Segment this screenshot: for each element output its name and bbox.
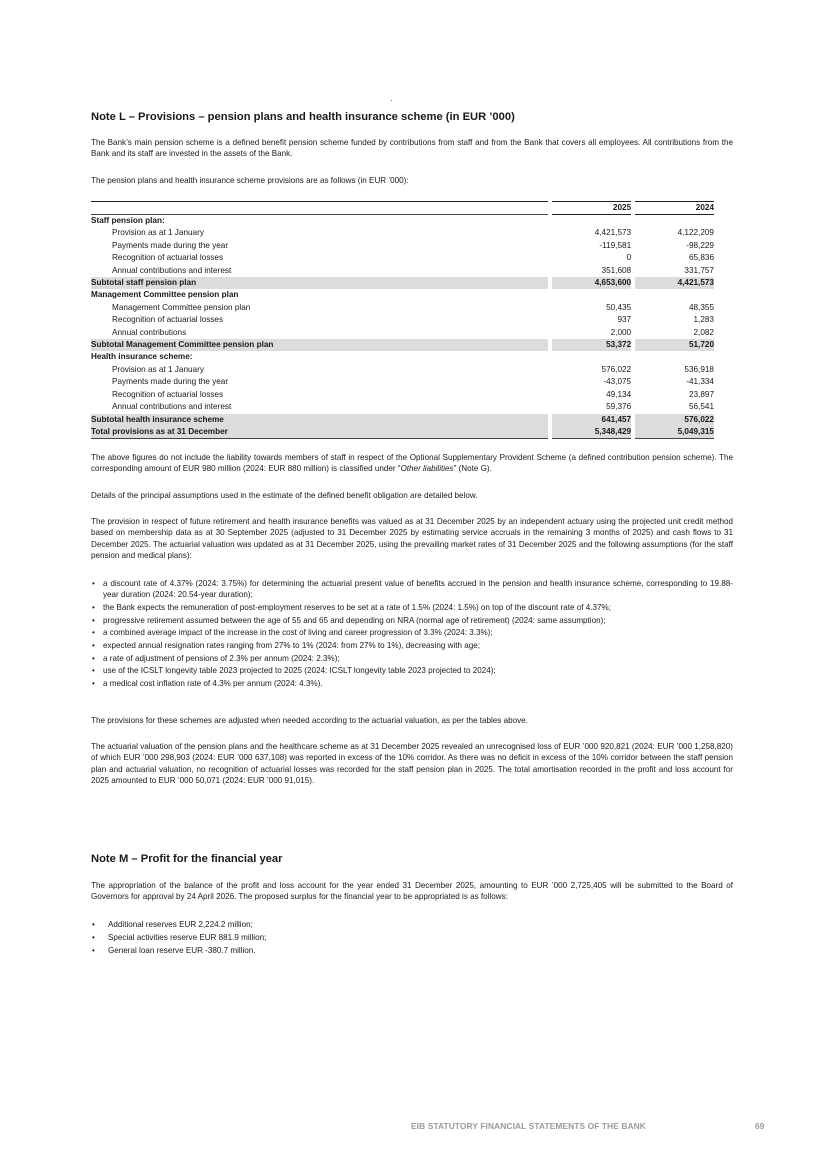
page-number: 69 xyxy=(755,1121,765,1131)
row-label: Subtotal health insurance scheme xyxy=(91,414,548,426)
paragraph-actuarial: The actuarial valuation of the pension plans and the healthcare scheme as at 31 December 2025 revealed an unrecognised loss of EUR ’000 920,821 (2024: EUR ’000 1,258,820) of which EUR ’000 298,903 (2024: EUR ’000 637,108) was reported in excess of the 10% corridor. As there was no deficit in excess of the 10% corridor between the staff pension plan and actuarial valuation, no recognition of actuarial losses was recorded for the staff pension plan in 2025. The total amortisation recorded in the profit and loss account for 2025 amounted to EUR ’000 50,071 (2024: EUR ’000 91,015). xyxy=(91,742,733,786)
row-value-2025: 937 xyxy=(617,315,632,325)
table-row xyxy=(91,252,714,264)
other-liabilities-ref: Other liabilities xyxy=(400,464,454,474)
row-value-2025: 49,134 xyxy=(606,389,632,399)
row-label: Management Committee pension plan xyxy=(112,302,251,312)
note-m-intro: The appropriation of the balance of the profit and loss account for the year ended 31 December 2025, amounting to EUR ’000 2,725,405 will be submitted to the Board of Governors for approval by 24 April 2026. The proposed surplus for the financial year to be appropriated is as follows: xyxy=(91,881,733,902)
row-label: Staff pension plan: xyxy=(91,215,548,228)
assumption-item: • progressive retirement assumed between the age of 55 and 65 and depending on NRA (normal age of retirement) (2024: same assumption); xyxy=(91,615,733,626)
assumption-item: • use of the ICSLT longevity table 2023 projected to 2025 (2024: ICSLT longevity table 2023 projected to 2024); xyxy=(91,665,733,676)
table-row xyxy=(91,302,714,314)
row-value-2025: 5,348,429 xyxy=(552,426,631,439)
row-value-2024: 4,421,573 xyxy=(635,277,714,289)
note-l-intro: The Bank’s main pension scheme is a defined benefit pension scheme funded by contributions from staff and from the Bank that covers all employees. All contributions from the Bank and its staff are invested in the assets of the Bank. xyxy=(91,138,733,159)
row-label: Subtotal staff pension plan xyxy=(91,277,548,289)
row-label: Management Committee pension plan xyxy=(91,290,239,300)
row-value-2024: 536,918 xyxy=(684,364,714,374)
table-row xyxy=(91,277,714,289)
row-value-2025: 2,000 xyxy=(610,327,632,337)
row-value-2024 xyxy=(635,351,714,363)
table-row xyxy=(91,339,714,351)
paragraph-details: Details of the principal assumptions used in the estimate of the defined benefit obligation are detailed below. xyxy=(91,491,478,500)
row-value-2024: 5,049,315 xyxy=(635,426,714,439)
table-row xyxy=(91,314,714,326)
row-value-2024: 48,355 xyxy=(688,302,714,312)
row-value-2024: 23,897 xyxy=(688,389,714,399)
assumption-item: • a discount rate of 4.37% (2024: 3.75%) for determining the actuarial present value of benefits accrued in the pension and health insurance scheme, corresponding to 19.88-year duration (2024: 20.54-year duration); xyxy=(91,578,733,601)
stray-mark xyxy=(391,100,392,101)
table-row xyxy=(91,426,714,439)
column-header-2025: 2025 xyxy=(552,202,631,215)
row-value-2025: -43,075 xyxy=(603,377,632,387)
column-header-2024: 2024 xyxy=(635,202,714,215)
table-row xyxy=(91,389,714,401)
row-value-2025 xyxy=(552,351,631,363)
row-value-2025: 59,376 xyxy=(606,402,632,412)
assumption-item: • a medical cost inflation rate of 4.3% per annum (2024: 4.3%). xyxy=(91,678,733,689)
footer-title: EIB STATUTORY FINANCIAL STATEMENTS OF THE BANK xyxy=(411,1121,646,1131)
assumption-item: • the Bank expects the remuneration of post-employment reserves to be set at a rate of 1.5% (2024: 1.5%) on top of the discount rate of 4.37%; xyxy=(91,602,733,613)
row-value-2024: 2,082 xyxy=(693,327,714,337)
table-header-row xyxy=(91,202,714,215)
row-label: Payments made during the year xyxy=(112,240,229,250)
paragraph-osps: The above figures do not include the liability towards members of staff in respect of the Optional Supplementary Provident Scheme (a defined contribution pension scheme). The corresponding amount of EUR 980 million (2024: EUR 880 million) is classified under “Other liabilities” (Note G). xyxy=(91,453,733,474)
row-label: Health insurance scheme: xyxy=(91,352,193,362)
row-label: Recognition of actuarial losses xyxy=(112,253,224,263)
table-intro: The pension plans and health insurance scheme provisions are as follows (in EUR ’000): xyxy=(91,176,409,185)
note-l-title: Note L – Provisions – pension plans and health insurance scheme (in EUR ’000) xyxy=(91,111,515,123)
row-label: Provision as at 1 January xyxy=(112,228,204,238)
row-value-2025: 641,457 xyxy=(552,414,631,426)
row-label: Payments made during the year xyxy=(112,377,229,387)
row-value-2024 xyxy=(635,289,714,301)
table-row xyxy=(91,327,714,339)
table-row xyxy=(91,401,714,413)
row-value-2024: 331,757 xyxy=(684,265,714,275)
row-value-2024: -98,229 xyxy=(686,240,714,250)
table-row xyxy=(91,414,714,426)
assumptions-list xyxy=(91,578,733,691)
appropriation-item: • General loan reserve EUR -380.7 million. xyxy=(91,945,733,956)
row-value-2024: 65,836 xyxy=(688,253,714,263)
table-row xyxy=(91,227,714,239)
row-value-2024: -41,334 xyxy=(686,377,714,387)
row-label: Recognition of actuarial losses xyxy=(112,315,224,325)
row-value-2025 xyxy=(552,289,631,301)
row-value-2024 xyxy=(635,215,714,228)
row-value-2025 xyxy=(552,215,631,228)
paragraph-adjusted: The provisions for these schemes are adjusted when needed according to the actuarial valuation, as per the tables above. xyxy=(91,716,528,725)
row-value-2024: 576,022 xyxy=(635,414,714,426)
assumption-item: • a rate of adjustment of pensions of 2.3% per annum (2024: 2.3%); xyxy=(91,653,733,664)
row-label: Annual contributions and interest xyxy=(112,265,232,275)
row-label: Provision as at 1 January xyxy=(112,364,204,374)
table-row xyxy=(91,240,714,252)
note-m-title: Note M – Profit for the financial year xyxy=(91,853,283,865)
appropriation-list xyxy=(91,919,733,958)
assumption-item: • a combined average impact of the increase in the cost of living and career progression of 3.3% (2024: 3.3%); xyxy=(91,627,733,638)
assumption-item: • expected annual resignation rates ranging from 27% to 1% (2024: from 27% to 1%), decreasing with age; xyxy=(91,640,733,651)
row-value-2025: 0 xyxy=(626,253,632,263)
row-value-2024: 4,122,209 xyxy=(677,228,714,238)
table-row xyxy=(91,289,714,301)
row-label: Annual contributions xyxy=(112,327,187,337)
row-value-2025: -119,581 xyxy=(599,240,632,250)
paragraph-valuation: The provision in respect of future retirement and health insurance benefits was valued as at 31 December 2025 by an independent actuary using the projected unit credit method based on membership data as at 30 September 2025 (adjusted to 31 December 2025 by estimating service accruals in the remaining 3 months of 2025) and cash flows to 31 December 2025. The actuarial valuation was updated as at 31 December 2025, using the prevailing market rates of 31 December 2025 and the following assumptions (for the staff pension and medical plans): xyxy=(91,517,733,561)
row-value-2025: 53,372 xyxy=(552,339,631,351)
row-value-2024: 1,283 xyxy=(693,315,714,325)
row-value-2025: 50,435 xyxy=(606,302,632,312)
row-value-2025: 4,421,573 xyxy=(594,228,632,238)
row-label: Subtotal Management Committee pension plan xyxy=(91,339,548,351)
row-label: Annual contributions and interest xyxy=(112,402,232,412)
row-label: Total provisions as at 31 December xyxy=(91,426,548,439)
table-row xyxy=(91,215,714,228)
row-value-2024: 56,541 xyxy=(688,402,714,412)
table-row xyxy=(91,265,714,277)
row-value-2025: 576,022 xyxy=(601,364,632,374)
table-row xyxy=(91,351,714,363)
row-value-2025: 4,653,600 xyxy=(552,277,631,289)
row-value-2025: 351,608 xyxy=(601,265,632,275)
appropriation-item: • Additional reserves EUR 2,224.2 million; xyxy=(91,919,733,930)
appropriation-item: • Special activities reserve EUR 881.9 million; xyxy=(91,932,733,943)
row-value-2024: 51,720 xyxy=(635,339,714,351)
provisions-table xyxy=(91,201,714,439)
table-row xyxy=(91,376,714,388)
row-label: Recognition of actuarial losses xyxy=(112,389,224,399)
table-row xyxy=(91,364,714,376)
